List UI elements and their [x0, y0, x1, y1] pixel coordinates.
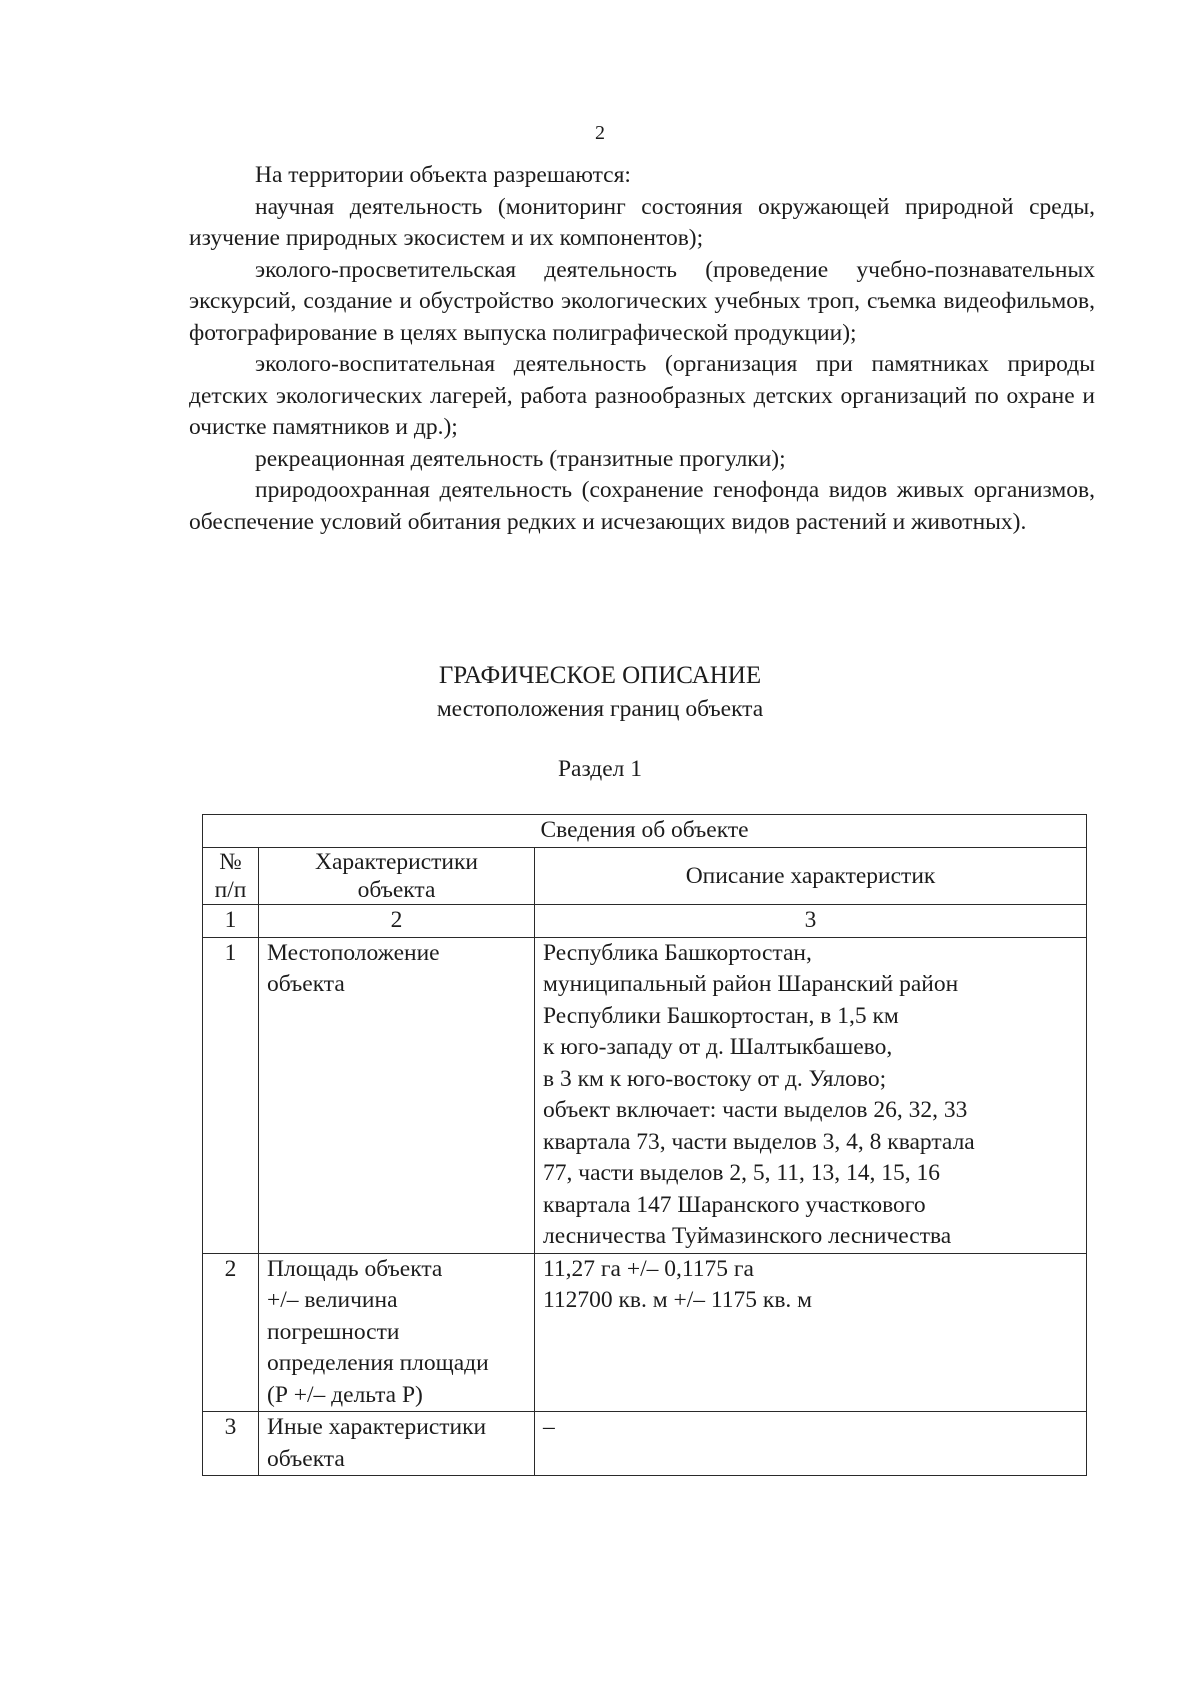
row-characteristic: Площадь объекта +/– величина погрешности определения площади (Р +/– дельта Р)	[259, 1253, 535, 1412]
header-description: Описание характеристик	[535, 848, 1087, 905]
document-heading: ГРАФИЧЕСКОЕ ОПИСАНИЕ	[438, 662, 762, 689]
table-caption: Сведения об объекте	[203, 815, 1087, 848]
document-subheading: местоположения границ объекта	[436, 696, 764, 722]
intro-paragraph: эколого-просветительская деятельность (проведение учебно-познавательных экскурсий, создание и обустройство экологических учебных троп, съемка видеофильмов, фотографирование в целях выпуска полиграфической продукции);	[189, 256, 1095, 346]
column-number: 2	[259, 905, 535, 938]
page-number: 2	[595, 122, 605, 144]
row-characteristic: Иные характеристики объекта	[259, 1412, 535, 1476]
intro-paragraph: На территории объекта разрешаются:	[255, 162, 631, 188]
intro-paragraph: рекреационная деятельность (транзитные прогулки);	[255, 445, 786, 472]
column-number: 3	[535, 905, 1087, 938]
object-info-table	[202, 814, 1087, 1476]
row-number: 1	[203, 937, 259, 1253]
table-row	[203, 1253, 1087, 1412]
row-number: 3	[203, 1412, 259, 1476]
intro-text	[189, 160, 1095, 538]
intro-paragraph: научная деятельность (мониторинг состояния окружающей природной среды, изучение природных экосистем и их компонентов);	[189, 193, 1095, 251]
column-number-row	[203, 905, 1087, 938]
row-number: 2	[203, 1253, 259, 1412]
table-caption-row	[203, 815, 1087, 848]
table-row	[203, 937, 1087, 1253]
row-description: 11,27 га +/– 0,1175 га 112700 кв. м +/– 1175 кв. м	[535, 1253, 1087, 1412]
section-title: Раздел 1	[557, 756, 643, 782]
row-description: –	[535, 1412, 1087, 1476]
table-row	[203, 1412, 1087, 1476]
intro-paragraph: эколого-воспитательная деятельность (организация при памятниках природы детских экологических лагерей, работа разнообразных детских организаций по охране и очистке памятников и др.);	[189, 351, 1095, 440]
table-header-row	[203, 848, 1087, 905]
intro-paragraph: природоохранная деятельность (сохранение генофонда видов живых организмов, обеспечение условий обитания редких и исчезающих видов растений и животных).	[189, 477, 1095, 535]
row-characteristic: Местоположение объекта	[259, 937, 535, 1253]
header-characteristic: Характеристики объекта	[259, 848, 535, 905]
row-description: Республика Башкортостан, муниципальный район Шаранский район Республики Башкортостан, в 1,5 км к юго-западу от д. Шалтыкбашево, в 3 км к юго-востоку от д. Уялово; объект включает: части выделов 26, 32, 33 квартала 73, части выделов 3, 4, 8 квартала 77, части выделов 2, 5, 11, 13, 14, 15, 16 квартала 147 Шаранского участкового лесничества Туймазинского лесничества	[535, 937, 1087, 1253]
column-number: 1	[203, 905, 259, 938]
header-number: № п/п	[203, 848, 259, 905]
